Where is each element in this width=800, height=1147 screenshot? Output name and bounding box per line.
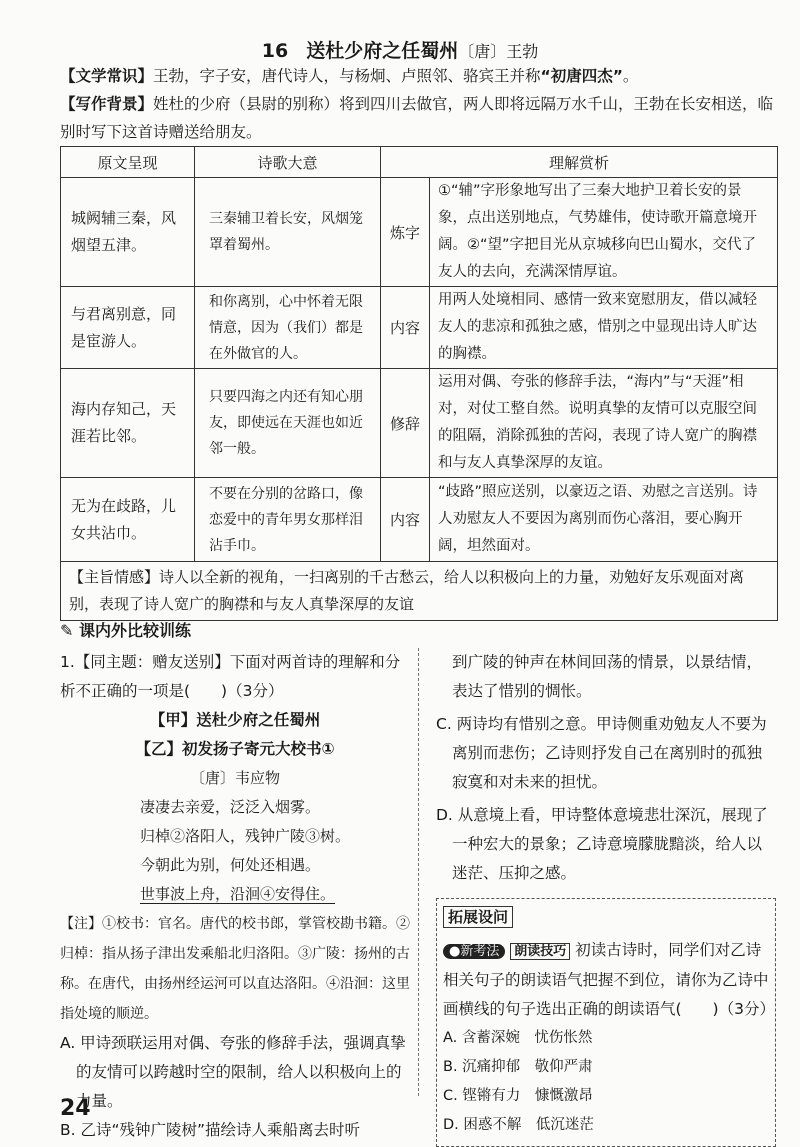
extension-label: 拓展设问	[443, 906, 513, 928]
background-label: 【写作背景】	[60, 95, 154, 113]
row-appreciation: “歧路”照应送别，以豪迈之语、劝慰之言送别。诗人劝慰友人不要因为离别而伤心落泪，要心胸开阔，坦然面对。	[430, 478, 778, 562]
skill-label: 朗读技巧	[510, 943, 570, 960]
pen-icon: ✎	[60, 621, 74, 640]
page-title	[0, 36, 800, 63]
row-original: 无为在歧路，儿女共沾巾。	[61, 478, 195, 562]
page-number: 24	[60, 1096, 91, 1121]
theme-text: 【主旨情感】诗人以全新的视角，一扫离别的千古愁云，给人以积极向上的力量，劝勉好友乐观面对离别，表现了诗人宽广的胸襟和与友人真挚深厚的友谊	[61, 562, 778, 621]
badge-text: 新考法	[460, 944, 500, 959]
row-tag: 内容	[381, 287, 430, 369]
row-meaning: 和你离别，心中怀着无限情意，因为（我们）都是在外做官的人。	[195, 287, 381, 369]
left-column	[60, 648, 410, 1145]
table-row	[61, 178, 778, 287]
table-row	[61, 287, 778, 369]
row-original: 与君离别意，同是宦游人。	[61, 287, 195, 369]
extension-option[interactable]: D. 困惑不解 低沉迷茫	[443, 1117, 594, 1133]
extension-option[interactable]: B. 沉痛抑郁 敬仰严肃	[443, 1059, 593, 1075]
extension-option[interactable]: A. 含蓄深婉 忧伤怅然	[443, 1030, 593, 1046]
option-b-part2[interactable]: 到广陵的钟声在林间回荡的情景，以景结情，表达了惜别的惆怅。	[452, 653, 763, 700]
row-appreciation: 运用对偶、夸张的修辞手法，“海内”与“天涯”相对，对仗工整自然。说明真挚的友情可以克服空间的阻隔，消除孤独的苦闷，表现了诗人宽广的胸襟和与友人真挚深厚的友谊。	[430, 369, 778, 478]
extension-option[interactable]: C. 铿锵有力 慷慨激昂	[443, 1088, 593, 1104]
table-row	[61, 478, 778, 562]
poem-note: 【注】①校书：官名。唐代的校书郎，掌管校勘书籍。②归棹：指从扬子津出发乘船北归洛阳。③广陵：扬州的古称。在唐代，由扬州经运河可以直达洛阳。④沿洄：这里指处境的顺逆。	[60, 916, 410, 1022]
poem-b-author: 〔唐〕韦应物	[189, 769, 280, 787]
row-original: 城阙辅三秦，风烟望五津。	[61, 178, 195, 287]
extension-stem-wrap	[443, 936, 775, 1024]
row-meaning: 三秦辅卫着长安，风烟笼罩着蜀州。	[195, 178, 381, 287]
row-tag: 炼字	[381, 178, 430, 287]
row-tag: 内容	[381, 478, 430, 562]
analysis-table	[60, 146, 778, 621]
row-appreciation: ①“辅”字形象地写出了三秦大地护卫着长安的景象，点出送别地点，气势雄伟，使诗歌开篇意境开阔。②“望”字把目光从京城移向巴山蜀水，交代了友人的去向，充满深情厚谊。	[430, 178, 778, 287]
new-method-badge	[443, 944, 505, 959]
header-meaning: 诗歌大意	[195, 147, 381, 178]
option-d[interactable]: D. 从意境上看，甲诗整体意境悲壮深沉，展现了一种宏大的景象；乙诗意境朦胧黯淡，给人以迷茫、压抑之感。	[436, 806, 768, 882]
theme-row	[61, 562, 778, 621]
question-stem: 1.【同主题：赠友送别】下面对两首诗的理解和分析不正确的一项是( )（3分）	[60, 653, 401, 700]
poem-line: 今朝此为别，何处还相遇。	[140, 856, 321, 874]
knowledge-label: 【文学常识】	[60, 67, 154, 85]
poem-line: 凄凄去亲爱，泛泛入烟雾。	[140, 798, 321, 816]
option-c[interactable]: C. 两诗均有惜别之意。甲诗侧重劝勉友人不要为离别而悲伤；乙诗则抒发自己在离别时的孤独寂寞和对未来的担忧。	[436, 715, 767, 791]
header-appreciation: 理解赏析	[381, 147, 778, 178]
extension-box	[436, 898, 776, 1147]
row-appreciation: 用两人处境相同、感情一致来宽慰朋友，借以减轻友人的悲凉和孤独之感，惜别之中显现出诗人旷达的胸襟。	[430, 287, 778, 369]
author-tag: 〔唐〕王勃	[458, 42, 539, 61]
lightbulb-icon: ●	[449, 944, 461, 959]
knowledge-text: 王勃，字子安，唐代诗人，与杨炯、卢照邻、骆宾王并称	[153, 67, 541, 85]
literary-knowledge	[60, 62, 780, 90]
row-original: 海内存知己，天涯若比邻。	[61, 369, 195, 478]
header-original: 原文呈现	[61, 147, 195, 178]
poem-b-title: 【乙】初发扬子寄元大校书①	[135, 740, 335, 758]
poem-a-title: 【甲】送杜少府之任蜀州	[149, 711, 321, 729]
poem-line: 归棹②洛阳人，残钟广陵③树。	[140, 827, 351, 845]
option-a[interactable]: A. 甲诗颈联运用对偶、夸张的修辞手法，强调真挚的友情可以跨越时空的限制，给人以积极向上的力量。	[60, 1034, 406, 1110]
lesson-number: 16	[261, 40, 289, 62]
table-header	[61, 147, 778, 178]
option-b-part1[interactable]: B. 乙诗“残钟广陵树”描绘诗人乘船离去时听	[60, 1121, 361, 1139]
extension-stem: 初读古诗时，同学们对乙诗相关句子的朗读语气把握不到位，请你为乙诗中画横线的句子选出正确的朗读语气( )（3分）	[443, 941, 775, 1018]
poem-line-underlined: 世事波上舟，沿洄④安得住。	[140, 885, 336, 903]
column-divider	[418, 648, 419, 1096]
knowledge-end: 。	[622, 67, 639, 85]
right-column	[436, 648, 776, 1147]
row-meaning: 只要四海之内还有知心朋友，即使远在天涯也如近邻一般。	[195, 369, 381, 478]
table-row	[61, 369, 778, 478]
section-title	[60, 618, 191, 641]
background-text: 姓杜的少府（县尉的别称）将到四川去做官，两人即将远隔万水千山，王勃在长安相送，临别时写下这首诗赠送给朋友。	[60, 95, 774, 141]
knowledge-bold: “初唐四杰”	[540, 67, 623, 85]
writing-background	[60, 90, 780, 146]
section-title-text: 课内外比较训练	[78, 621, 191, 640]
row-meaning: 不要在分别的岔路口，像恋爱中的青年男女那样泪沾手巾。	[195, 478, 381, 562]
poem-title: 送杜少府之任蜀州	[306, 40, 459, 62]
row-tag: 修辞	[381, 369, 430, 478]
